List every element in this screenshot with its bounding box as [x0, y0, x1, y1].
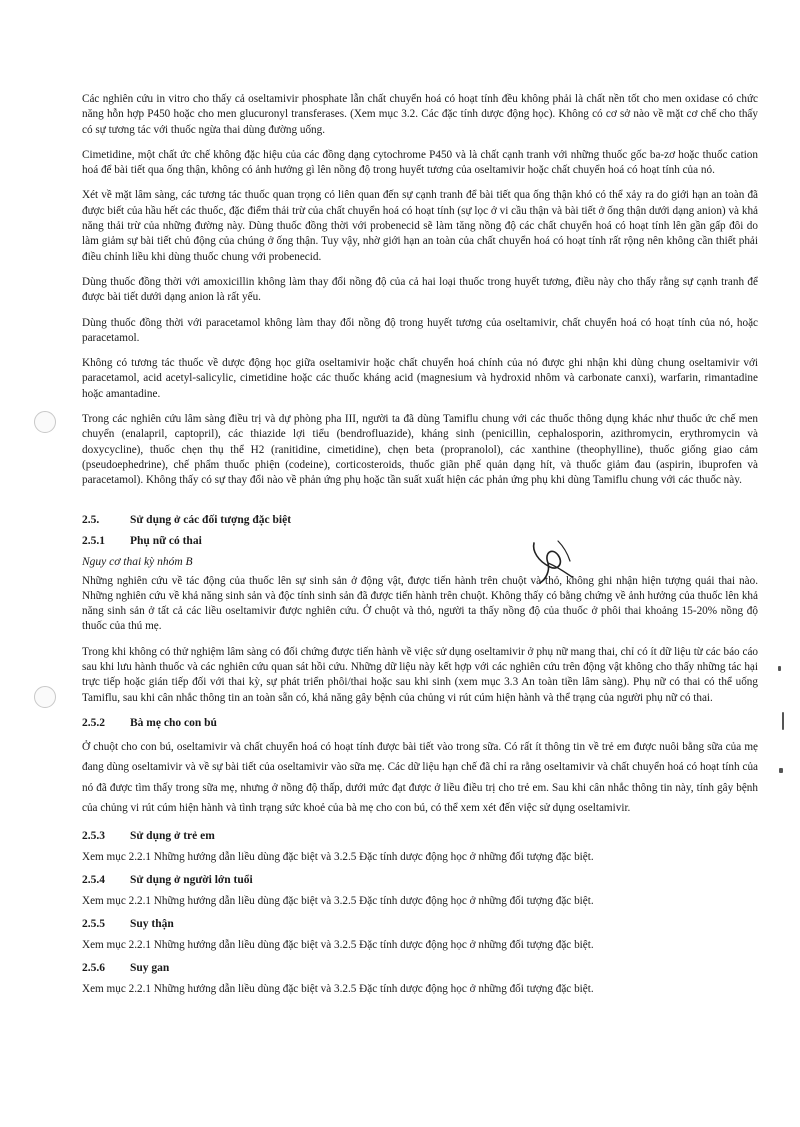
- section-title: Phụ nữ có thai: [130, 534, 202, 547]
- cross-reference-text: Xem mục 2.2.1 Những hướng dẫn liều dùng đặc biệt và 3.2.5 Đặc tính dược động học ở những đối tượng đặc biệt.: [82, 894, 594, 907]
- section-number: 2.5.2: [82, 716, 105, 729]
- section-number: 2.5.: [82, 513, 100, 526]
- scan-mark: [779, 768, 783, 773]
- cross-reference-text: Xem mục 2.2.1 Những hướng dẫn liều dùng đặc biệt và 3.2.5 Đặc tính dược động học ở những đối tượng đặc biệt.: [82, 850, 594, 863]
- section-heading-2-5-6: [82, 961, 758, 976]
- section-title: Sử dụng ở trẻ em: [130, 829, 215, 842]
- section-number: 2.5.1: [82, 534, 105, 547]
- section-number: 2.5.4: [82, 873, 105, 886]
- scan-mark: [782, 712, 784, 730]
- paragraph: Những nghiên cứu về tác động của thuốc lên sự sinh sản ở động vật, được tiến hành trên chuột và thỏ, không ghi nhận hiện tượng quái thai nào. Những nghiên cứu về khả năng sinh sản và độc tính sinh sản đã được tiến hành trên chuột. Không thấy có bằng chứng về ảnh hưởng của thuốc lên khả năng sinh sản ở tất cả các liều oseltamivir được nghiên cứu. Ở chuột và thỏ, người ta thấy nồng độ của thuốc ở phôi thai khoảng 15-20% nồng độ thuốc của thú mẹ.: [82, 574, 758, 633]
- risk-category-heading: Nguy cơ thai kỳ nhóm B: [82, 555, 193, 568]
- punch-hole-top: [34, 411, 56, 433]
- paragraph: Dùng thuốc đồng thời với amoxicillin không làm thay đổi nồng độ của cả hai loại thuốc trong huyết tương, điều này cho thấy rằng sự cạnh tranh để được bài tiết dưới dạng anion là rất yếu.: [82, 275, 758, 304]
- section-heading-2-5-4: [82, 873, 758, 888]
- section-title: Bà mẹ cho con bú: [130, 716, 217, 729]
- section-number: 2.5.5: [82, 917, 105, 930]
- paragraph: Các nghiên cứu in vitro cho thấy cả oseltamivir phosphate lẫn chất chuyển hoá có hoạt tính đều không phải là chất nền tốt cho men oxidase có chức năng hỗn hợp P450 hoặc cho men glucuronyl transferases. (Xem mục 3.2. Các đặc tính dược động học). Không có cơ sở nào về mặt cơ chế cho thấy có sự tương tác với thuốc ngừa thai dùng đường uống.: [82, 93, 758, 136]
- section-title: Suy thận: [130, 917, 174, 930]
- cross-reference-text: Xem mục 2.2.1 Những hướng dẫn liều dùng đặc biệt và 3.2.5 Đặc tính dược động học ở những đối tượng đặc biệt.: [82, 982, 594, 995]
- cross-reference-text: Xem mục 2.2.1 Những hướng dẫn liều dùng đặc biệt và 3.2.5 Đặc tính dược động học ở những đối tượng đặc biệt.: [82, 938, 594, 951]
- section-title: Suy gan: [130, 961, 170, 974]
- section-number: 2.5.6: [82, 961, 105, 974]
- section-heading-2-5: [82, 513, 758, 528]
- section-heading-2-5-2: [82, 716, 758, 731]
- scan-mark: [778, 666, 781, 671]
- section-heading-2-5-5: [82, 917, 758, 932]
- section-heading-2-5-1: [82, 534, 758, 549]
- paragraph: Không có tương tác thuốc về dược động học giữa oseltamivir hoặc chất chuyển hoá chính của nó được ghi nhận khi dùng chung oseltamivir với paracetamol, acid acetyl-salicylic, cimetidine hoặc các thuốc kháng acid (magnesium và hydroxid nhôm và carbonate canxi), warfarin, rimantadine hoặc amantadine.: [82, 357, 758, 400]
- section-title: Sử dụng ở các đối tượng đặc biệt: [130, 513, 292, 526]
- paragraph: Ở chuột cho con bú, oseltamivir và chất chuyển hoá có hoạt tính được bài tiết vào trong sữa. Có rất ít thông tin về trẻ em được nuôi bằng sữa của mẹ đang dùng oseltamivir và về sự bài tiết của oseltamivir vào sữa mẹ. Các dữ liệu hạn chế đã chỉ ra rằng oseltamivir và chất chuyển hoá có hoạt tính của nó đã được tìm thấy trong sữa mẹ, nhưng ở nồng độ thấp, dưới mức đạt được ở liều điều trị cho trẻ em. Sau khi cân nhắc thông tin này, tính gây bệnh của chủng vi rút cúm hiện hành và tình trạng sức khoẻ của bà mẹ cho con bú, có thể xem xét đến việc sử dụng oseltamivir.: [82, 740, 758, 815]
- paragraph: Cimetidine, một chất ức chế không đặc hiệu của các đồng dạng cytochrome P450 và là chất cạnh tranh với những thuốc gốc ba-zơ hoặc thuốc cation hoá để bài tiết qua ống thận, không có ảnh hưởng gì lên nồng độ trong huyết tương của oseltamivir hoặc chất chuyển hoá có hoạt tính của nó.: [82, 148, 758, 177]
- paragraph: Trong khi không có thử nghiệm lâm sàng có đối chứng được tiến hành về việc sử dụng oseltamivir ở phụ nữ mang thai, chỉ có ít dữ liệu từ các báo cáo sau khi lưu hành thuốc và các nghiên cứu quan sát hồi cứu. Những dữ liệu này kết hợp với các nghiên cứu trên động vật không cho thấy những tác hại trực tiếp hoặc gián tiếp đối với thai kỳ, sự phát triển phôi/thai hoặc sau khi sinh (xem mục 3.3 An toàn tiền lâm sàng). Phụ nữ có thai có thể uống Tamiflu, sau khi cân nhắc thông tin an toàn sẵn có, khả năng gây bệnh của chủng vi rút cúm hiện hành và thể trạng của người phụ nữ có thai.: [82, 645, 758, 704]
- punch-hole-bottom: [34, 686, 56, 708]
- section-heading-2-5-3: [82, 829, 758, 844]
- section-number: 2.5.3: [82, 829, 105, 842]
- document-page: [82, 92, 758, 1005]
- paragraph: Xét về mặt lâm sàng, các tương tác thuốc quan trọng có liên quan đến sự cạnh tranh để bài tiết qua ống thận khó có thể xảy ra do giới hạn an toàn đã được biết của hầu hết các thuốc, đặc điểm thải trừ của chất chuyển hoá có hoạt tính (sự lọc ở vi cầu thận và bài tiết ở ống thận dưới dạng anion) và khả năng thải trừ của những đường này. Dùng thuốc đồng thời với probenecid sẽ làm tăng nồng độ các chất chuyển hoá có hoạt tính lên gần gấp đôi do làm giảm sự bài tiết chủ động của chúng ở ống thận. Tuy vậy, nhờ giới hạn an toàn của chất chuyển hoá có hoạt tính rất rộng nên không cần thiết phải điều chỉnh liều khi dùng thuốc chung với probenecid.: [82, 189, 758, 263]
- section-title: Sử dụng ở người lớn tuổi: [130, 873, 253, 886]
- paragraph: Trong các nghiên cứu lâm sàng điều trị và dự phòng pha III, người ta đã dùng Tamiflu chung với các thuốc thông dụng khác như thuốc ức chế men chuyển (enalapril, captopril), các thiazide lợi tiểu (bendrofluazide), kháng sinh (penicillin, cephalosporin, azithromycin, erythromycin và doxycycline), thuốc chẹn thụ thể H2 (ranitidine, cimetidine), chẹn beta (propranolol), các xanthine (theophylline), thuốc giống giao cảm (pseudoephedrine), chế phẩm thuốc phiện (codeine), corticosteroids, thuốc giãn phế quản dạng hít, và thuốc giảm đau (aspirin, ibuprofen và paracetamol). Không thấy có sự thay đổi nào về phản ứng phụ hoặc tần suất xuất hiện các phản ứng phụ khi dùng Tamiflu chung với các thuốc này.: [82, 413, 758, 487]
- paragraph: Dùng thuốc đồng thời với paracetamol không làm thay đổi nồng độ trong huyết tương của oseltamivir, chất chuyển hoá có hoạt tính của nó, hoặc paracetamol.: [82, 316, 758, 344]
